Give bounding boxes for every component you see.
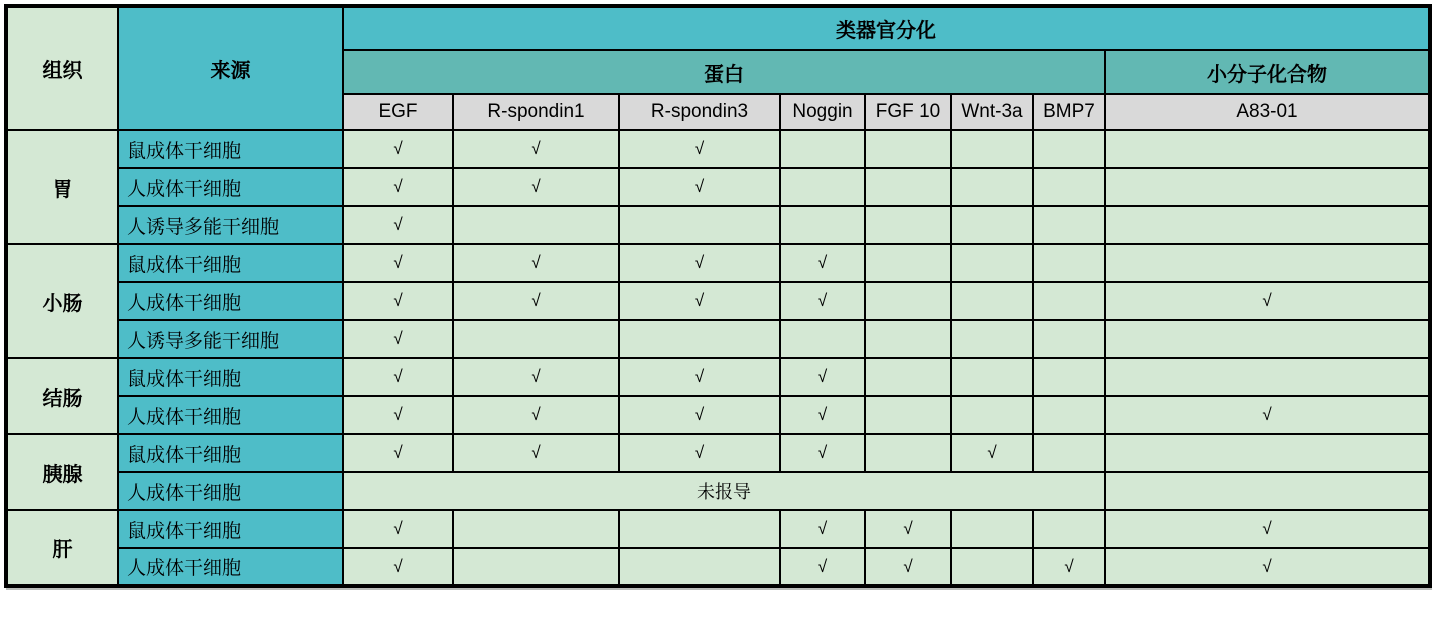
check-cell-empty <box>865 434 951 472</box>
check-cell-checked: √ <box>343 510 453 548</box>
check-cell-empty <box>865 282 951 320</box>
check-cell-checked: √ <box>453 282 619 320</box>
check-cell-checked: √ <box>951 434 1033 472</box>
check-cell-empty <box>951 168 1033 206</box>
check-cell-checked: √ <box>343 320 453 358</box>
check-cell-empty <box>453 510 619 548</box>
source-cell: 人诱导多能干细胞 <box>118 320 343 358</box>
check-cell-checked: √ <box>1105 396 1430 434</box>
source-cell: 人成体干细胞 <box>118 168 343 206</box>
source-cell: 人诱导多能干细胞 <box>118 206 343 244</box>
check-cell-checked: √ <box>619 130 780 168</box>
column-header-rspondin3: R-spondin3 <box>619 94 780 130</box>
column-header-rspondin1: R-spondin1 <box>453 94 619 130</box>
table-row <box>6 320 1430 358</box>
tissue-cell: 肝 <box>6 510 118 586</box>
check-cell-empty <box>1033 168 1105 206</box>
tissue-header: 组织 <box>6 6 118 130</box>
source-header: 来源 <box>118 6 343 130</box>
check-cell-checked: √ <box>780 548 865 586</box>
check-cell-empty <box>1105 358 1430 396</box>
check-cell-checked: √ <box>343 358 453 396</box>
organoid-differentiation-header: 类器官分化 <box>343 6 1430 50</box>
table-row <box>6 168 1430 206</box>
check-cell-empty <box>951 282 1033 320</box>
check-cell-empty <box>619 548 780 586</box>
source-cell: 鼠成体干细胞 <box>118 510 343 548</box>
table-row <box>6 244 1430 282</box>
check-cell-empty <box>865 320 951 358</box>
tissue-cell: 胰腺 <box>6 434 118 510</box>
check-cell-checked: √ <box>780 358 865 396</box>
check-cell-empty <box>1033 434 1105 472</box>
column-header-bmp7: BMP7 <box>1033 94 1105 130</box>
check-cell-empty <box>951 510 1033 548</box>
check-cell-empty <box>619 206 780 244</box>
check-cell-checked: √ <box>780 396 865 434</box>
check-cell-empty <box>1105 320 1430 358</box>
check-cell-empty <box>619 510 780 548</box>
table-row <box>6 510 1430 548</box>
check-cell-empty <box>865 244 951 282</box>
tissue-cell: 胃 <box>6 130 118 244</box>
source-cell: 人成体干细胞 <box>118 282 343 320</box>
table-row <box>6 130 1430 168</box>
check-cell-empty <box>780 320 865 358</box>
check-cell-empty <box>453 206 619 244</box>
check-cell-empty <box>1033 130 1105 168</box>
check-cell-checked: √ <box>619 358 780 396</box>
check-cell-empty <box>1033 510 1105 548</box>
organoid-differentiation-table <box>4 4 1432 588</box>
check-cell-checked: √ <box>780 244 865 282</box>
check-cell-checked: √ <box>343 244 453 282</box>
check-cell-empty <box>951 358 1033 396</box>
column-header-egf: EGF <box>343 94 453 130</box>
header-row-group <box>6 6 1430 50</box>
check-cell-empty <box>1033 320 1105 358</box>
source-cell: 鼠成体干细胞 <box>118 244 343 282</box>
data-table <box>4 4 1432 588</box>
not-reported-cell: 未报导 <box>343 472 1105 510</box>
tissue-cell: 小肠 <box>6 244 118 358</box>
check-cell-empty <box>1033 244 1105 282</box>
check-cell-checked: √ <box>619 282 780 320</box>
column-header-fgf10: FGF 10 <box>865 94 951 130</box>
check-cell-empty <box>1105 168 1430 206</box>
check-cell-empty <box>1105 206 1430 244</box>
check-cell-empty <box>865 358 951 396</box>
check-cell-checked: √ <box>1105 282 1430 320</box>
check-cell-empty <box>1033 358 1105 396</box>
source-cell: 鼠成体干细胞 <box>118 434 343 472</box>
check-cell-checked: √ <box>343 168 453 206</box>
check-cell-checked: √ <box>780 434 865 472</box>
check-cell-empty <box>1105 472 1430 510</box>
tissue-cell: 结肠 <box>6 358 118 434</box>
check-cell-empty <box>1033 206 1105 244</box>
check-cell-checked: √ <box>865 548 951 586</box>
column-header-wnt3a: Wnt-3a <box>951 94 1033 130</box>
check-cell-checked: √ <box>1105 548 1430 586</box>
check-cell-empty <box>951 206 1033 244</box>
check-cell-checked: √ <box>780 510 865 548</box>
check-cell-checked: √ <box>780 282 865 320</box>
table-row <box>6 396 1430 434</box>
small-molecule-group-header: 小分子化合物 <box>1105 50 1430 94</box>
check-cell-empty <box>780 168 865 206</box>
check-cell-empty <box>1033 396 1105 434</box>
check-cell-checked: √ <box>619 244 780 282</box>
check-cell-checked: √ <box>453 244 619 282</box>
check-cell-empty <box>951 244 1033 282</box>
check-cell-empty <box>1105 130 1430 168</box>
check-cell-empty <box>865 130 951 168</box>
check-cell-empty <box>619 320 780 358</box>
table-body <box>6 130 1430 586</box>
check-cell-empty <box>453 548 619 586</box>
check-cell-checked: √ <box>619 168 780 206</box>
table-row <box>6 434 1430 472</box>
check-cell-empty <box>780 130 865 168</box>
check-cell-checked: √ <box>453 358 619 396</box>
check-cell-checked: √ <box>453 434 619 472</box>
check-cell-checked: √ <box>343 434 453 472</box>
check-cell-checked: √ <box>619 434 780 472</box>
check-cell-empty <box>780 206 865 244</box>
check-cell-checked: √ <box>619 396 780 434</box>
column-header-a8301: A83-01 <box>1105 94 1430 130</box>
check-cell-empty <box>453 320 619 358</box>
check-cell-empty <box>951 320 1033 358</box>
source-cell: 鼠成体干细胞 <box>118 130 343 168</box>
source-cell: 人成体干细胞 <box>118 396 343 434</box>
source-cell: 人成体干细胞 <box>118 548 343 586</box>
check-cell-checked: √ <box>453 168 619 206</box>
check-cell-checked: √ <box>343 206 453 244</box>
protein-group-header: 蛋白 <box>343 50 1105 94</box>
table-row <box>6 358 1430 396</box>
check-cell-empty <box>1033 282 1105 320</box>
check-cell-empty <box>951 396 1033 434</box>
table-row <box>6 206 1430 244</box>
check-cell-checked: √ <box>343 548 453 586</box>
table-row <box>6 472 1430 510</box>
check-cell-checked: √ <box>865 510 951 548</box>
source-cell: 鼠成体干细胞 <box>118 358 343 396</box>
table-row <box>6 282 1430 320</box>
check-cell-checked: √ <box>1105 510 1430 548</box>
table-row <box>6 548 1430 586</box>
check-cell-checked: √ <box>1033 548 1105 586</box>
check-cell-empty <box>865 168 951 206</box>
source-cell: 人成体干细胞 <box>118 472 343 510</box>
check-cell-checked: √ <box>343 130 453 168</box>
check-cell-checked: √ <box>453 396 619 434</box>
column-header-noggin: Noggin <box>780 94 865 130</box>
check-cell-checked: √ <box>453 130 619 168</box>
check-cell-checked: √ <box>343 282 453 320</box>
check-cell-empty <box>1105 434 1430 472</box>
check-cell-empty <box>865 206 951 244</box>
check-cell-empty <box>1105 244 1430 282</box>
check-cell-empty <box>951 130 1033 168</box>
check-cell-empty <box>951 548 1033 586</box>
check-cell-empty <box>865 396 951 434</box>
check-cell-checked: √ <box>343 396 453 434</box>
